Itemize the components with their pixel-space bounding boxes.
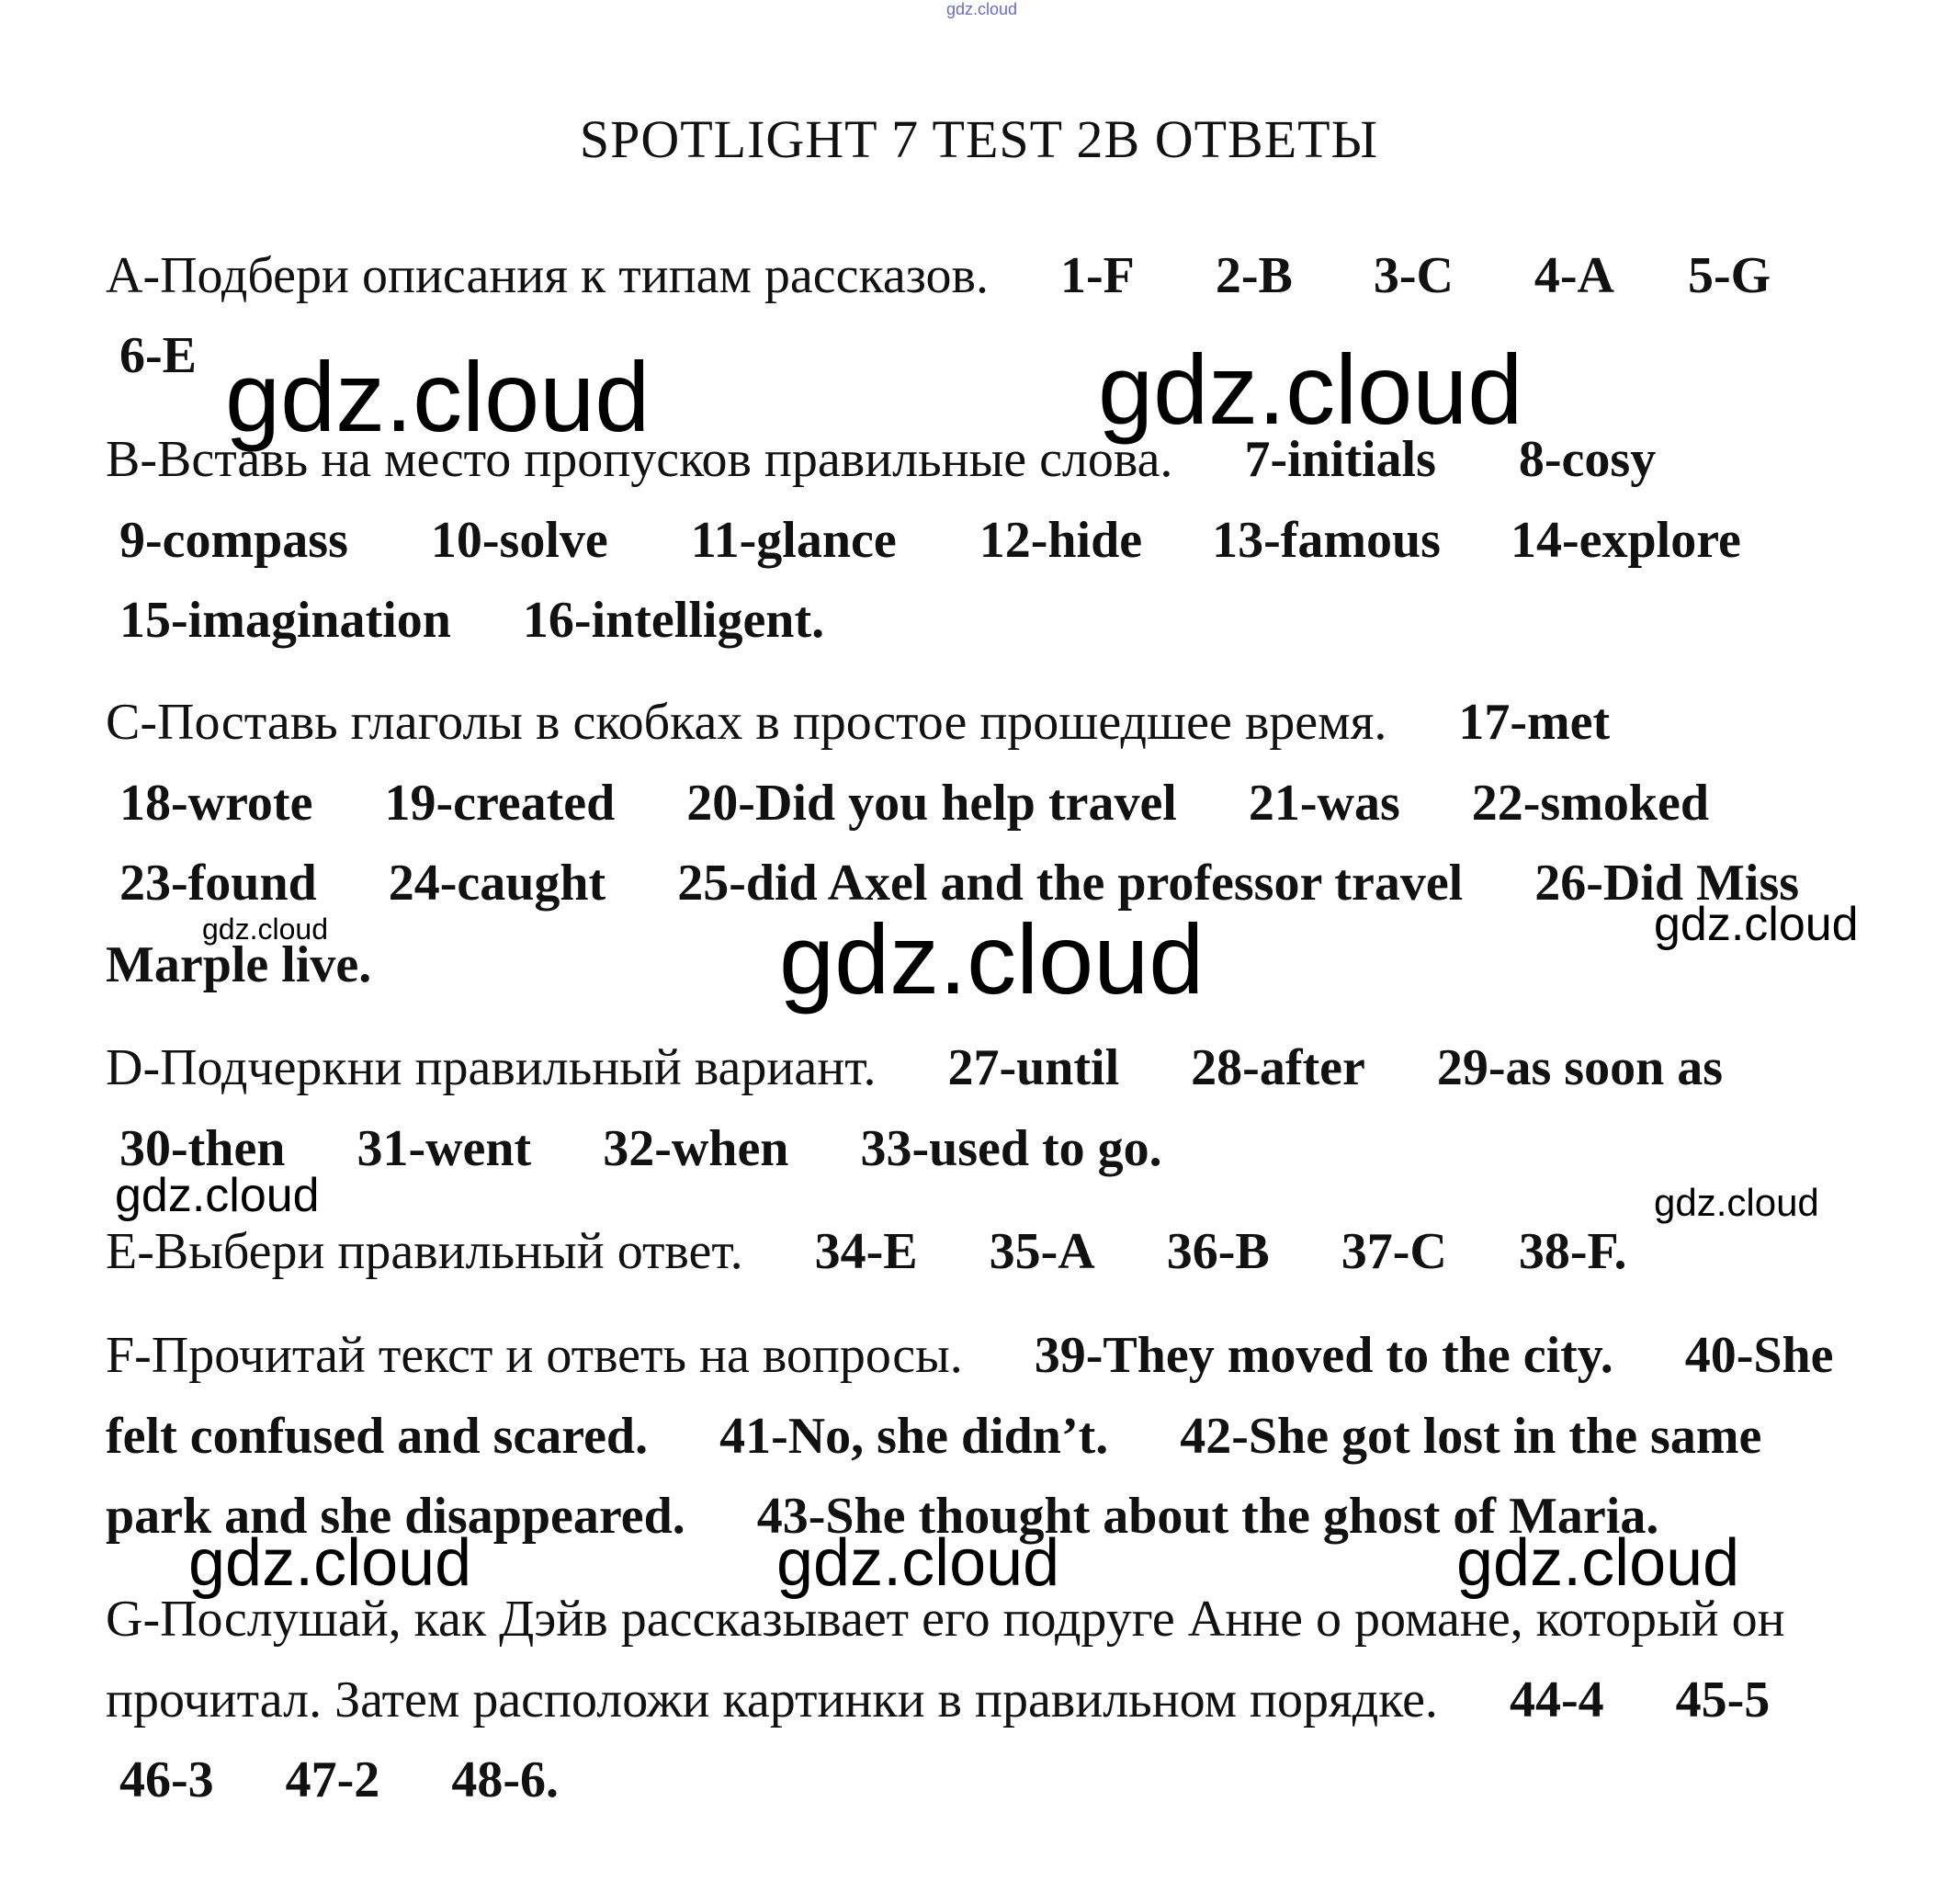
answer-2: 2-B xyxy=(1215,247,1293,304)
answer-7: 7-initials xyxy=(1244,431,1436,488)
section-g-prompt-2: прочитал. Затем расположи картинки в правильном порядке. xyxy=(106,1672,1438,1728)
answer-48: 48-6. xyxy=(451,1751,559,1808)
section-c-prompt: C-Поставь глаголы в скобках в простое прошедшее время. xyxy=(106,694,1387,751)
answer-37: 37-C xyxy=(1341,1223,1447,1280)
answer-4: 4-A xyxy=(1534,247,1614,304)
section-a-prompt: A-Подбери описания к типам рассказов. xyxy=(106,247,989,304)
section-a-line-1 xyxy=(106,246,1771,305)
section-b-line-3 xyxy=(119,591,824,650)
answer-6: 6-E xyxy=(119,327,197,384)
answer-26-part-2: Marple live. xyxy=(106,936,372,993)
section-e-prompt: E-Выбери правильный ответ. xyxy=(106,1223,743,1280)
top-watermark: gdz.cloud xyxy=(946,0,1018,18)
answer-29: 29-as soon as xyxy=(1436,1039,1723,1096)
answer-44: 44-4 xyxy=(1509,1672,1604,1728)
answer-40-part-2: felt confused and scared. xyxy=(106,1408,649,1465)
section-b-line-2 xyxy=(119,511,1741,570)
answer-16: 16-intelligent. xyxy=(522,592,825,649)
answer-28: 28-after xyxy=(1191,1039,1365,1096)
answer-8: 8-cosy xyxy=(1518,431,1657,488)
answer-21: 21-was xyxy=(1248,775,1400,832)
watermark: gdz.cloud xyxy=(188,1526,472,1600)
watermark: gdz.cloud xyxy=(202,912,328,946)
answer-32: 32-when xyxy=(603,1120,789,1177)
answer-35: 35-A xyxy=(989,1223,1095,1280)
answer-20: 20-Did you help travel xyxy=(686,775,1177,832)
answer-1: 1-F xyxy=(1059,247,1135,304)
section-g-line-2 xyxy=(106,1671,1770,1729)
answer-17: 17-met xyxy=(1458,694,1611,751)
answer-34: 34-E xyxy=(814,1223,918,1280)
answer-25: 25-did Axel and the professor travel xyxy=(677,855,1464,912)
answer-31: 31-went xyxy=(357,1120,532,1177)
answer-36: 36-B xyxy=(1166,1223,1270,1280)
section-e-line-1 xyxy=(106,1222,1627,1281)
answer-11: 11-glance xyxy=(690,512,897,569)
answer-41: 41-No, she didn’t. xyxy=(719,1408,1109,1465)
answer-43: 43-She thought about the ghost of Maria. xyxy=(756,1488,1659,1545)
section-g-line-3 xyxy=(119,1751,559,1809)
answer-46: 46-3 xyxy=(119,1751,214,1808)
answer-45: 45-5 xyxy=(1675,1672,1771,1728)
section-c-line-1 xyxy=(106,693,1610,752)
answer-22: 22-smoked xyxy=(1471,775,1709,832)
answer-15: 15-imagination xyxy=(119,592,451,649)
watermark: gdz.cloud xyxy=(779,903,1205,1014)
answer-26-part-1: 26-Did Miss xyxy=(1534,855,1800,912)
answer-9: 9-compass xyxy=(119,512,348,569)
answer-3: 3-C xyxy=(1373,247,1454,304)
watermark: gdz.cloud xyxy=(776,1526,1060,1600)
watermark: gdz.cloud xyxy=(1456,1526,1740,1600)
answer-12: 12-hide xyxy=(979,512,1143,569)
answer-40-part-1: 40-She xyxy=(1684,1327,1834,1384)
answer-39: 39-They moved to the city. xyxy=(1034,1327,1613,1384)
section-d-prompt: D-Подчеркни правильный вариант. xyxy=(106,1039,877,1096)
watermark: gdz.cloud xyxy=(115,1169,320,1222)
answer-24: 24-caught xyxy=(388,855,606,912)
answer-42-part-2: park and she disappeared. xyxy=(106,1488,685,1545)
watermark: gdz.cloud xyxy=(1654,898,1859,951)
answer-10: 10-solve xyxy=(430,512,608,569)
answer-38: 38-F. xyxy=(1518,1223,1627,1280)
section-d-line-1 xyxy=(106,1038,1723,1097)
section-c-line-2 xyxy=(119,774,1709,833)
answer-30: 30-then xyxy=(119,1120,286,1177)
answer-33: 33-used to go. xyxy=(860,1120,1162,1177)
section-f-line-2 xyxy=(106,1407,1761,1466)
answer-5: 5-G xyxy=(1688,247,1771,304)
section-b-prompt: B-Вставь на место пропусков правильные слова. xyxy=(106,431,1173,488)
answer-13: 13-famous xyxy=(1212,512,1441,569)
answer-47: 47-2 xyxy=(285,1751,380,1808)
page-title: SPOTLIGHT 7 TEST 2B ОТВЕТЫ xyxy=(579,109,1379,169)
answer-14: 14-explore xyxy=(1510,512,1741,569)
answer-42-part-1: 42-She got lost in the same xyxy=(1180,1408,1762,1465)
section-a-line-2 xyxy=(119,326,197,385)
answer-23: 23-found xyxy=(119,855,317,912)
watermark: gdz.cloud xyxy=(1098,334,1523,445)
watermark: gdz.cloud xyxy=(225,341,651,452)
answer-18: 18-wrote xyxy=(119,775,313,832)
answer-27: 27-until xyxy=(947,1039,1120,1096)
answer-19: 19-created xyxy=(384,775,616,832)
section-f-line-1 xyxy=(106,1326,1834,1385)
section-g-prompt-1: G-Послушай, как Дэйв рассказывает его подруге Анне о романе, который он xyxy=(106,1591,1785,1648)
section-f-prompt: F-Прочитай текст и ответь на вопросы. xyxy=(106,1327,963,1384)
watermark: gdz.cloud xyxy=(1654,1181,1819,1224)
